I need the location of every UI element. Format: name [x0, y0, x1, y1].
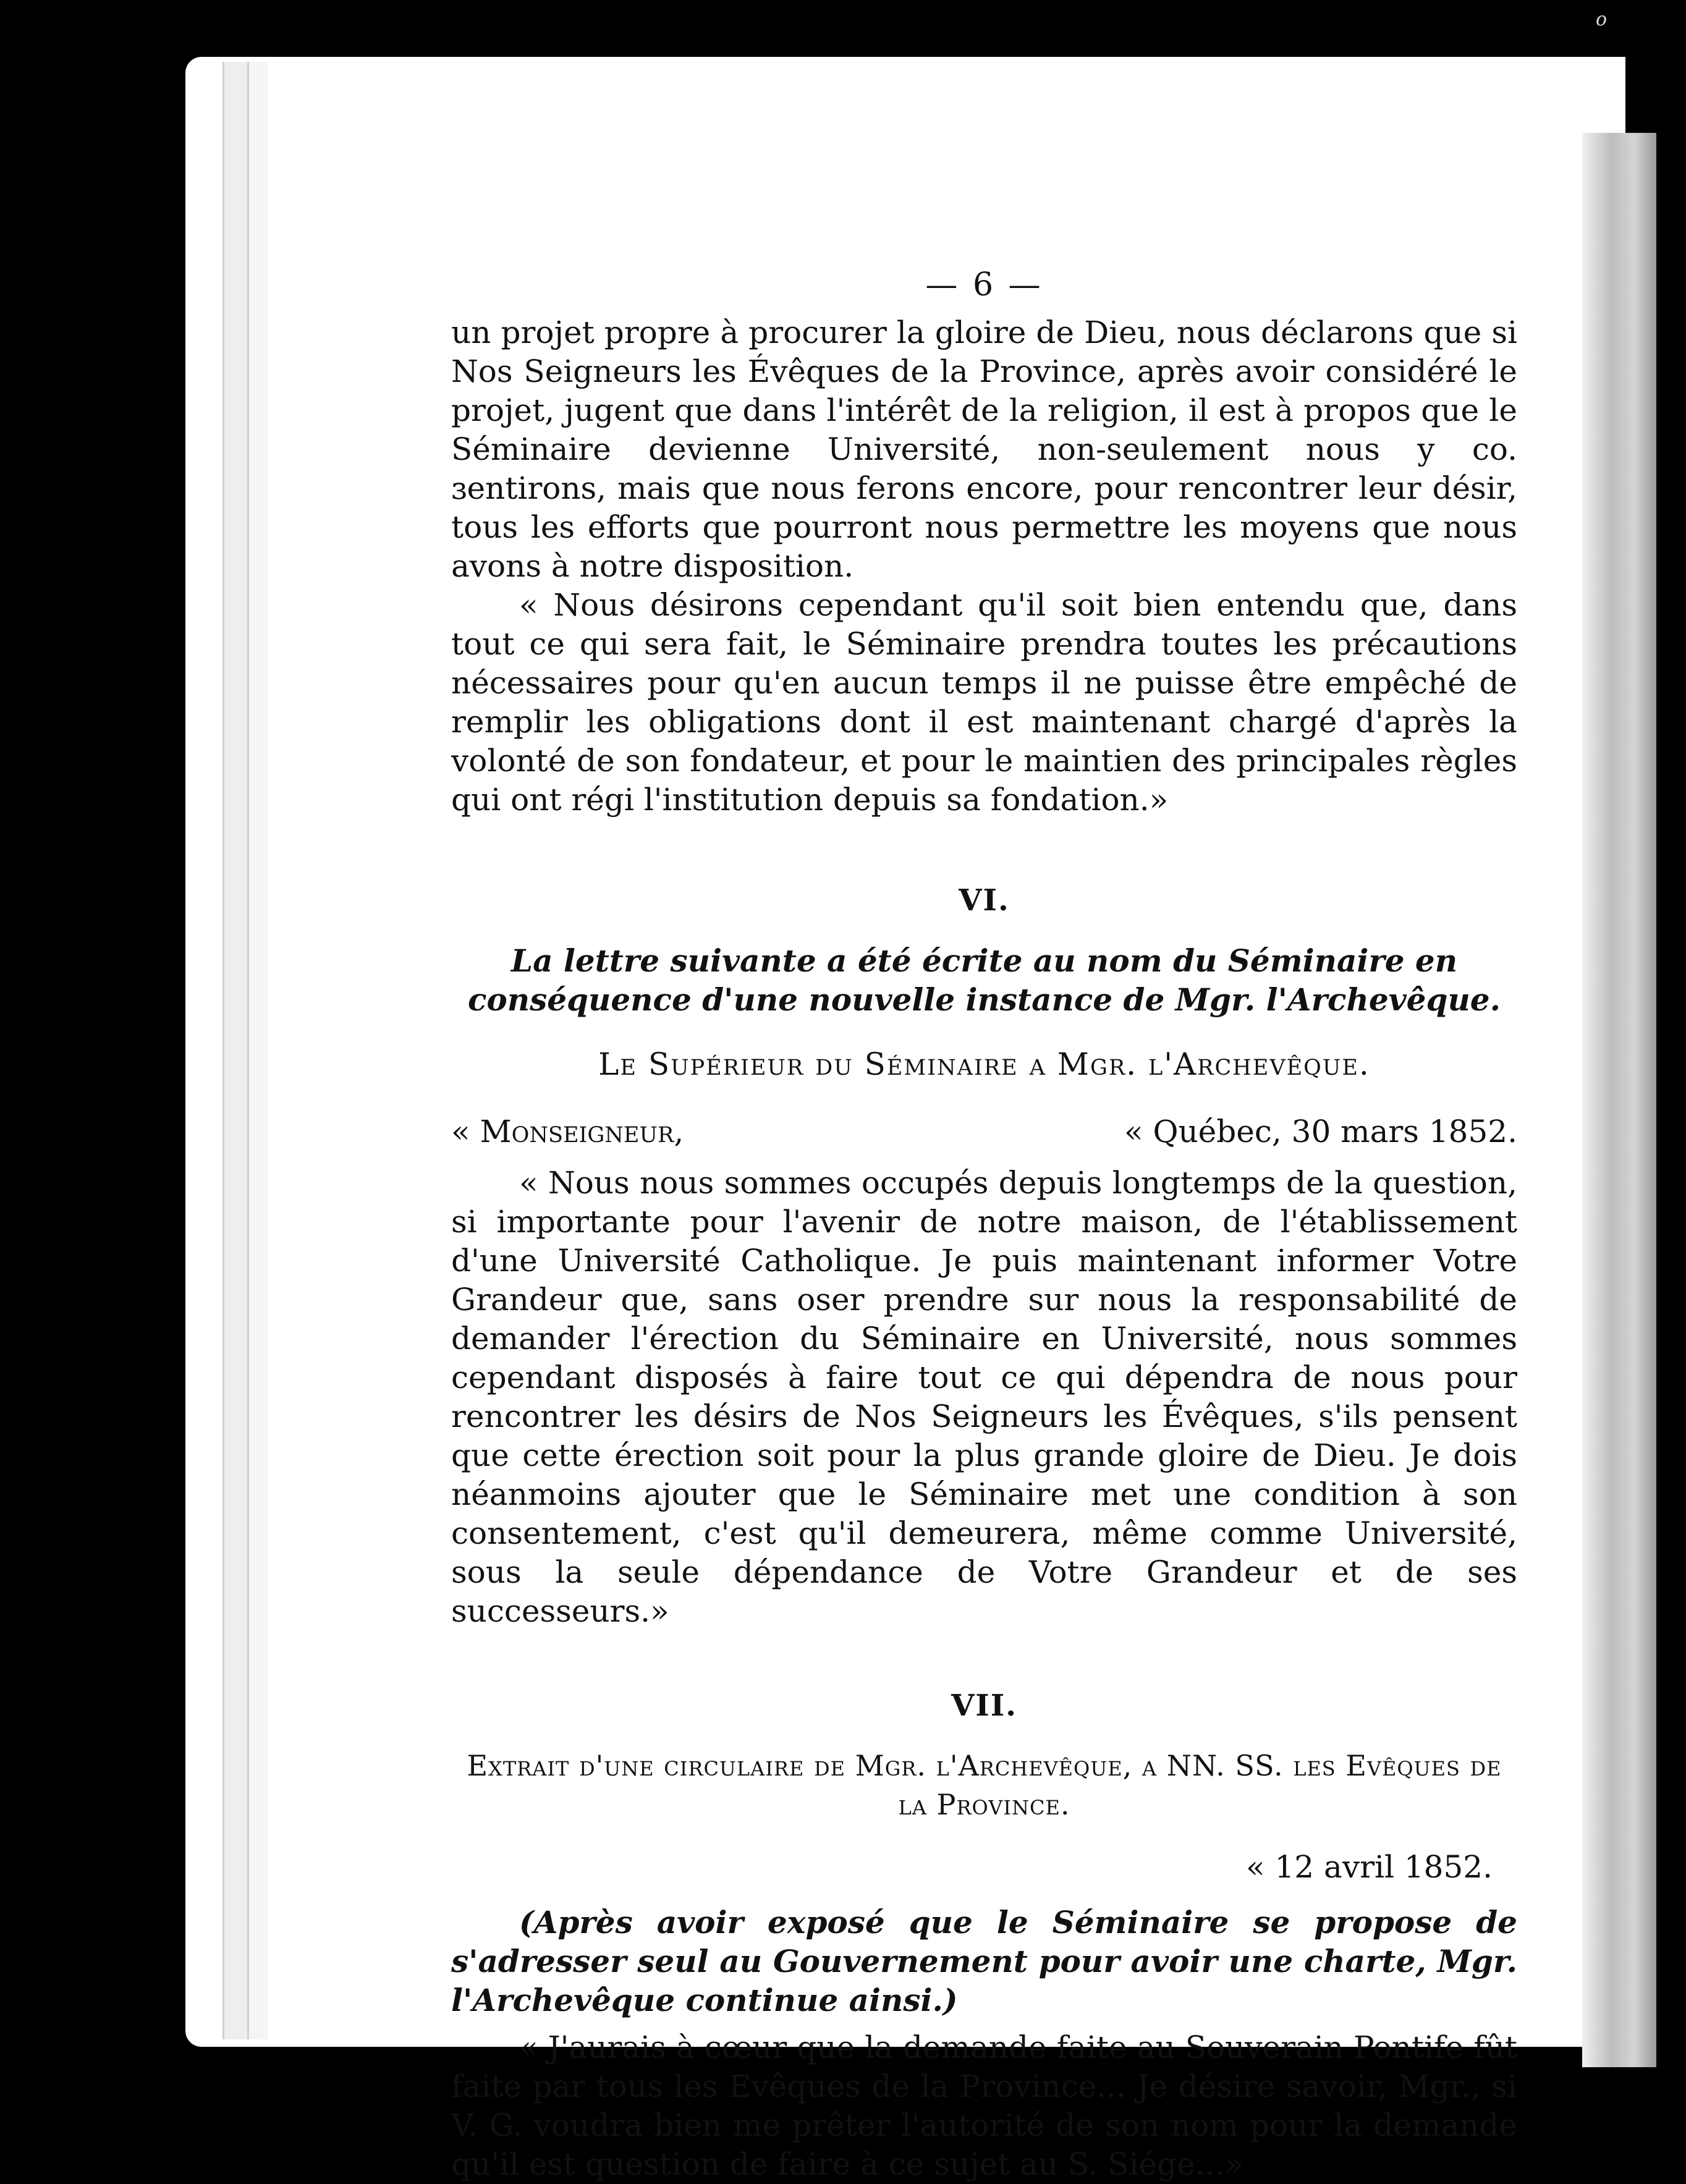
page-edge-stack: [222, 62, 249, 2039]
extract-heading: Extrait d'une circulaire de Mgr. l'Archevêque, a NN. SS. les Evêques de la Province.: [467, 1749, 1502, 1821]
page-edge-stack-inner: [247, 62, 268, 2039]
paragraph: « Nous désirons cependant qu'il soit bien entendu que, dans tout ce qui sera fait, le Séminaire prendra toutes les précautions nécessaires pour qu'en aucun temps il ne puisse être empêché de remplir les obligations dont il est maintenant chargé d'après la volonté de son fondateur, et pour le maintien des principales règles qui ont régi l'institution depuis sa fondation.»: [451, 587, 1517, 818]
extract-date: « 12 avril 1852.: [1246, 1849, 1493, 1885]
letter-date: « Québec, 30 mars 1852.: [1124, 1114, 1517, 1149]
letter-opening: [451, 1112, 1517, 1151]
page-number: — 6 —: [925, 266, 1043, 303]
section-numeral: VII.: [951, 1688, 1017, 1723]
extract-body: « J'aurais à cœur que la demande faite au Souverain Pontife fût faite par tous les Evêques de la Province... Je désire savoir, Mgr., si V. G. voudra bien me prêter l'autorité de son nom pour la demande qu'il est question de faire à ce sujet au S. Siége...»: [451, 2030, 1517, 2182]
section-numeral: VI.: [959, 883, 1010, 918]
book-spine-shadow: [1582, 133, 1656, 2067]
letter-body: « Nous nous sommes occupés depuis longtemps de la question, si importante pour l'avenir de notre maison, de l'établissement d'une Université Catholique. Je puis maintenant informer Votre Grandeur que, sans oser prendre sur nous la responsabilité de demander l'érection du Séminaire en Université, nous sommes cependant disposés à faire tout ce qui dépendra de nous pour rencontrer les désirs de Nos Seigneurs les Évêques, s'ils pensent que cette érection soit pour la plus grande gloire de Dieu. Je dois néanmoins ajouter que le Séminaire met une condition à son consentement, c'est qu'il demeurera, même comme Université, sous la seule dépendance de Votre Grandeur et de ses successeurs.»: [451, 1165, 1517, 1629]
salutation: « Monseigneur,: [451, 1114, 684, 1149]
page-content: [451, 266, 1517, 2184]
letter-heading: Le Supérieur du Séminaire a Mgr. l'Archevêque.: [598, 1046, 1370, 1082]
corner-mark: o: [1596, 9, 1608, 30]
editorial-note: (Après avoir exposé que le Séminaire se propose de s'adresser seul au Gouvernement pour avoir une charte, Mgr. l'Archevêque continue ainsi.): [451, 1904, 1517, 2018]
section-intro: La lettre suivante a été écrite au nom du Séminaire en conséquence d'une nouvelle instance de Mgr. l'Archevêque.: [467, 942, 1501, 1018]
paragraph: un projet propre à procurer la gloire de Dieu, nous déclarons que si Nos Seigneurs les Évêques de la Province, après avoir considéré le projet, jugent que dans l'intérêt de la religion, il est à propos que le Séminaire devienne Université, non-seulement nous y co. ɜentirons, mais que nous ferons encore, pour rencontrer leur désir, tous les efforts que pourront nous permettre les moyens que nous avons à notre disposition.: [451, 315, 1517, 584]
